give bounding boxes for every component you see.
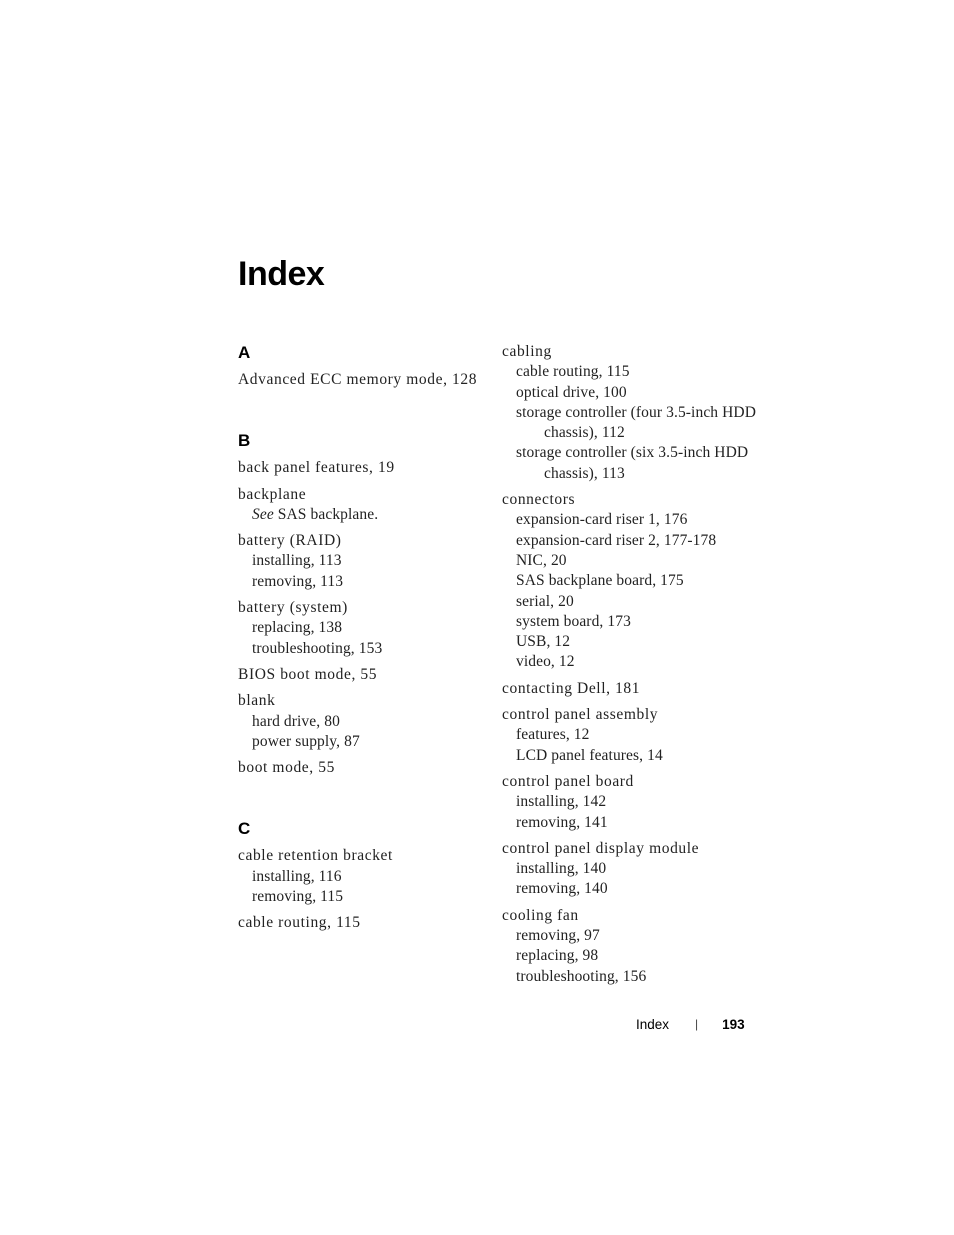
- index-term: contacting Dell, 181: [502, 679, 641, 697]
- index-subterm: power supply, 87: [252, 732, 360, 750]
- index-subterm: hard drive, 80: [252, 712, 340, 730]
- index-subterm: SAS backplane board, 175: [516, 572, 684, 590]
- index-section-c: [238, 818, 478, 933]
- index-subterm: replacing, 98: [516, 947, 599, 965]
- index-entry: [238, 531, 478, 592]
- index-subterm: expansion-card riser 2, 177-178: [516, 531, 717, 549]
- index-subterm: troubleshooting, 153: [252, 639, 383, 657]
- index-entry: [502, 839, 762, 900]
- index-section-a: [238, 342, 478, 390]
- index-entry: [502, 679, 762, 699]
- index-subterm: cable routing, 115: [516, 363, 630, 381]
- footer-label: Index: [636, 1016, 670, 1032]
- page-title: Index: [238, 255, 325, 293]
- index-term: cooling fan: [502, 906, 579, 924]
- index-subterm: removing, 97: [516, 927, 600, 945]
- index-subterm: USB, 12: [516, 633, 571, 651]
- index-subterm: system board, 173: [516, 612, 631, 630]
- index-subterm: installing, 116: [252, 867, 342, 885]
- index-term: battery (RAID): [238, 532, 342, 550]
- index-entry: [502, 342, 762, 484]
- index-term: control panel board: [502, 772, 634, 790]
- index-term: boot mode, 55: [238, 759, 335, 777]
- footer-separator: |: [695, 1017, 699, 1031]
- index-see-reference: [238, 505, 478, 525]
- index-subterm: NIC, 20: [516, 551, 567, 569]
- index-term: back panel features, 19: [238, 459, 395, 477]
- index-entry: [238, 913, 478, 933]
- index-entry: [502, 906, 762, 987]
- index-subterm: installing, 113: [252, 552, 342, 570]
- section-letter: A: [238, 343, 251, 362]
- index-entry: [238, 598, 478, 659]
- page-footer: [636, 1014, 745, 1034]
- index-subterm: installing, 140: [516, 860, 607, 878]
- index-section-b: [238, 430, 478, 778]
- index-term: backplane: [238, 485, 307, 503]
- see-label: See: [252, 505, 274, 523]
- index-term: cabling: [502, 343, 552, 360]
- index-subterm: video, 12: [516, 653, 575, 671]
- index-term: BIOS boot mode, 55: [238, 665, 378, 683]
- index-term: connectors: [502, 491, 576, 509]
- index-term: cable retention bracket: [238, 847, 393, 865]
- page-number: 193: [722, 1016, 745, 1032]
- index-column-right: [502, 342, 762, 993]
- index-subterm: LCD panel features, 14: [516, 746, 663, 764]
- index-subterm: removing, 141: [516, 813, 608, 831]
- index-term: control panel display module: [502, 839, 700, 857]
- index-entry: [238, 691, 478, 752]
- index-subterm: replacing, 138: [252, 619, 343, 637]
- index-subterm: features, 12: [516, 726, 590, 744]
- index-subterm: optical drive, 100: [516, 383, 627, 401]
- index-term: Advanced ECC memory mode, 128: [238, 371, 478, 388]
- index-column-left: [238, 342, 478, 974]
- index-term: blank: [238, 692, 276, 710]
- index-subterm: removing, 113: [252, 572, 344, 590]
- section-letter: C: [238, 819, 251, 839]
- index-subterm: troubleshooting, 156: [516, 967, 647, 985]
- section-letter: B: [238, 431, 251, 451]
- index-term: control panel assembly: [502, 706, 659, 724]
- index-entry: [502, 772, 762, 833]
- index-entry: [238, 846, 478, 907]
- index-entry: [238, 458, 478, 478]
- index-subterm: removing, 115: [252, 888, 344, 906]
- index-subterm: storage controller (four 3.5-inch HDD chassis), 112: [516, 403, 756, 442]
- index-subterm: installing, 142: [516, 793, 607, 811]
- index-subterm: storage controller (six 3.5-inch HDD chassis), 113: [516, 444, 749, 482]
- see-target: SAS backplane.: [277, 505, 379, 523]
- index-entry: [502, 705, 762, 766]
- index-entry: [238, 370, 478, 390]
- index-entry: [238, 665, 478, 685]
- index-subterm: serial, 20: [516, 592, 574, 610]
- index-entry: [238, 758, 478, 778]
- index-term: battery (system): [238, 599, 348, 617]
- index-entry: [238, 485, 478, 526]
- index-subterm: removing, 140: [516, 880, 608, 898]
- index-subterm: expansion-card riser 1, 176: [516, 511, 688, 529]
- index-term: cable routing, 115: [238, 914, 361, 932]
- index-entry: [502, 490, 762, 673]
